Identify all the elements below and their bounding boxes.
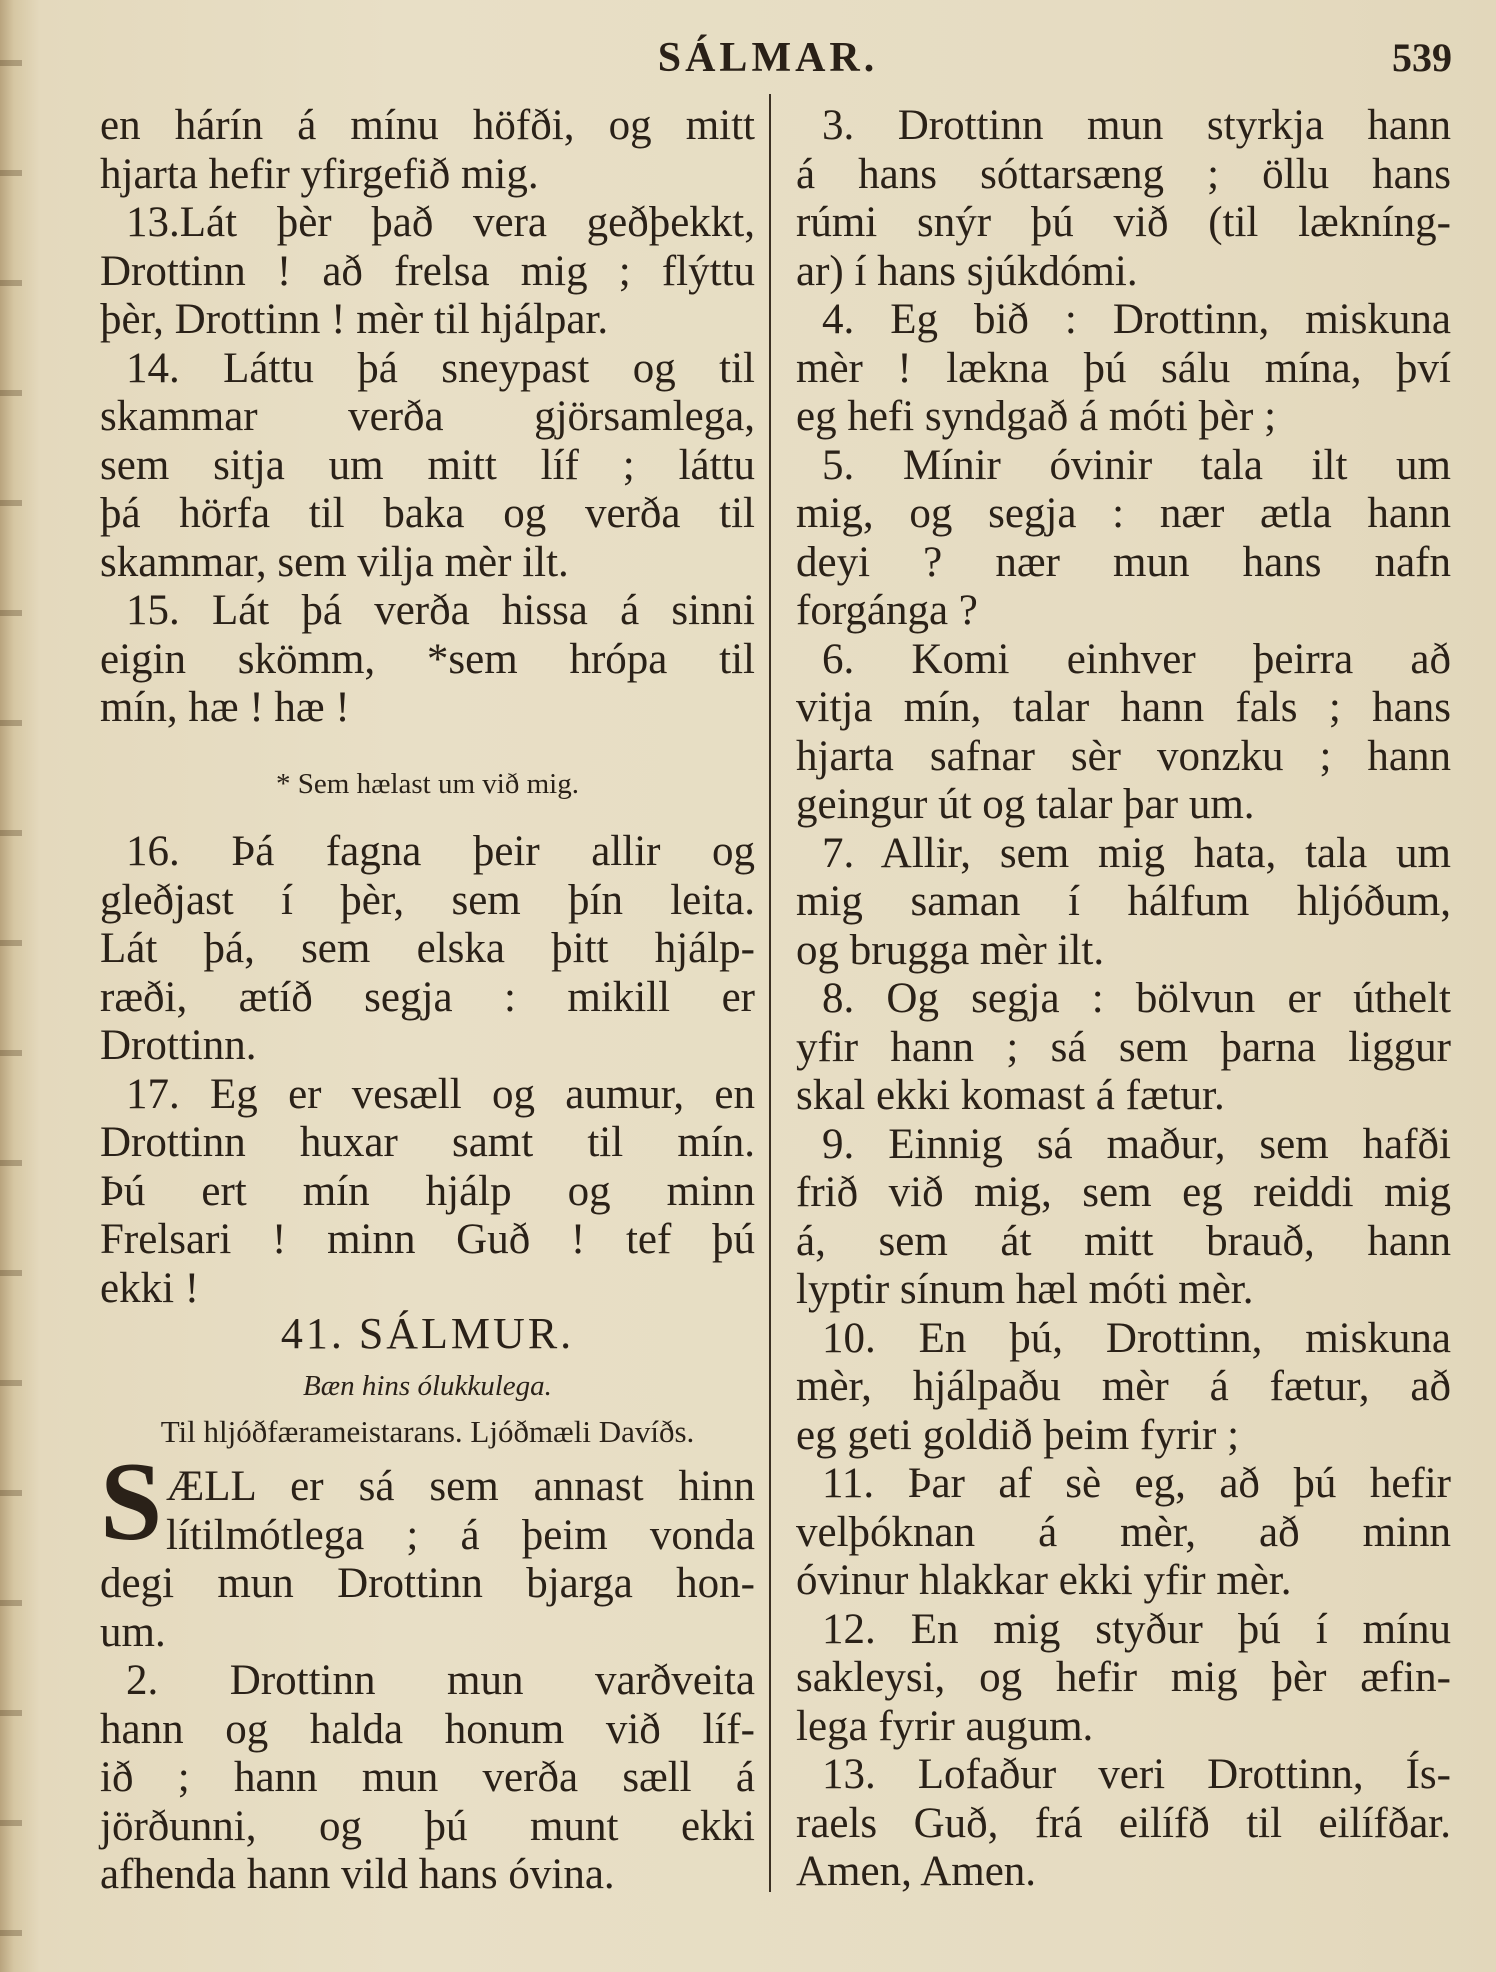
verse-paragraph xyxy=(796,830,1451,976)
text-line: 4. Eg bið : Drottinn, miskuna xyxy=(822,296,1451,343)
text-line: vitja mín, talar hann fals ; hans xyxy=(796,684,1451,731)
text-line: Þú ert mín hjálp og minn xyxy=(100,1167,755,1215)
text-line: velþóknan á mèr, að minn xyxy=(796,1508,1451,1556)
text-line: Drottinn. xyxy=(100,1022,257,1069)
text-line: en hárín á mínu höfði, og mitt xyxy=(100,102,755,149)
text-line: Frelsari ! minn Guð ! tef þú xyxy=(100,1216,755,1263)
verse-paragraph xyxy=(100,587,755,733)
verse-paragraph xyxy=(796,1606,1451,1752)
text-line: 12. En mig styður þú í mínu xyxy=(822,1605,1451,1653)
running-header-title: SÁLMAR. xyxy=(657,35,879,81)
text-line: gleðjast í þèr, sem þín leita. xyxy=(100,876,755,924)
left-column-section-a xyxy=(100,102,755,733)
text-line: deyi ? nær mun hans nafn xyxy=(796,538,1451,586)
text-line: á hans sóttarsæng ; öllu hans xyxy=(796,150,1451,198)
text-line: þá hörfa til baka og verða til xyxy=(100,490,755,537)
text-line: rúmi snýr þú við (til lækníng- xyxy=(796,199,1451,246)
psalm-heading: 41. SÁLMUR. xyxy=(280,1309,575,1358)
verse-paragraph xyxy=(796,636,1451,830)
text-line: Lát þá, sem elska þitt hjálp- xyxy=(100,925,755,972)
text-line: 5. Mínir óvinir tala ilt um xyxy=(822,441,1451,489)
text-line: eg geti goldið þeim fyrir ; xyxy=(796,1411,1240,1459)
text-line: eg hefi syndgað á móti þèr ; xyxy=(796,393,1277,440)
book-binding-edge xyxy=(0,0,22,1972)
text-line: 13.Lát þèr það vera geðþekkt, xyxy=(126,199,755,246)
text-line: 6. Komi einhver þeirra að xyxy=(822,635,1451,683)
text-line: sem sitja um mitt líf ; láttu xyxy=(100,441,755,489)
text-line: ÆLL er sá sem annast hinn xyxy=(166,1463,755,1510)
text-line: 9. Einnig sá maður, sem hafði xyxy=(822,1120,1451,1168)
text-line: lega fyrir augum. xyxy=(796,1702,1094,1750)
text-line: 8. Og segja : bölvun er úthelt xyxy=(822,975,1451,1022)
verse-paragraph xyxy=(796,975,1451,1121)
left-column-section-c xyxy=(100,1463,755,1900)
verse-paragraph xyxy=(796,1460,1451,1606)
verse-paragraph xyxy=(796,442,1451,636)
text-line: skammar verða gjörsamlega, xyxy=(100,393,755,440)
verse-paragraph xyxy=(796,1315,1451,1461)
text-line: mig saman í hálfum hljóðum, xyxy=(796,878,1451,925)
right-column xyxy=(796,102,1451,1897)
psalm-superscription: Til hljóðfærameistarans. Ljóðmæli Davíðs. xyxy=(160,1414,695,1449)
text-line: lyptir sínum hæl móti mèr. xyxy=(796,1266,1254,1313)
verse-paragraph xyxy=(100,345,755,588)
text-line: og brugga mèr ilt. xyxy=(796,926,1105,974)
column-divider xyxy=(769,94,771,1892)
psalm-subtitle: Bæn hins ólukkulega. xyxy=(303,1370,552,1402)
verse-paragraph xyxy=(796,1751,1451,1897)
text-line: 11. Þar af sè eg, að þú hefir xyxy=(822,1460,1451,1507)
text-line: 3. Drottinn mun styrkja hann xyxy=(822,102,1451,149)
text-line: mèr, hjálpaðu mèr á fætur, að xyxy=(796,1363,1451,1410)
verse-paragraph xyxy=(796,102,1451,296)
text-line: Drottinn ! að frelsa mig ; flýttu xyxy=(100,247,755,295)
text-line: 10. En þú, Drottinn, miskuna xyxy=(822,1314,1451,1362)
drop-cap: S xyxy=(100,1440,163,1564)
text-line: eigin skömm, *sem hrópa til xyxy=(100,635,755,683)
text-line: 14. Láttu þá sneypast og til xyxy=(126,344,755,392)
verse-paragraph xyxy=(100,102,755,199)
text-line: 7. Allir, sem mig hata, tala um xyxy=(822,829,1451,877)
text-line: sakleysi, og hefir mig þèr æfin- xyxy=(796,1654,1451,1701)
text-line: óvinur hlakkar ekki yfir mèr. xyxy=(796,1557,1292,1604)
text-line: þèr, Drottinn ! mèr til hjálpar. xyxy=(100,296,609,343)
text-line: jörðunni, og þú munt ekki xyxy=(100,1802,755,1850)
text-line: 2. Drottinn mun varðveita xyxy=(126,1657,755,1704)
verse-paragraph xyxy=(100,828,755,1071)
text-line: ræði, ætíð segja : mikill er xyxy=(100,973,755,1021)
footnote: * Sem hælast um við mig. xyxy=(276,768,579,800)
verse-paragraph xyxy=(796,1121,1451,1315)
text-line: ið ; hann mun verða sæll á xyxy=(100,1754,755,1801)
text-line: degi mun Drottinn bjarga hon- xyxy=(100,1560,755,1607)
verse-paragraph xyxy=(796,296,1451,442)
text-line: hjarta hefir yfirgefið mig. xyxy=(100,150,539,198)
text-line: mèr ! lækna þú sálu mína, því xyxy=(796,344,1451,392)
text-line: raels Guð, frá eilífð til eilífðar. xyxy=(796,1799,1451,1847)
left-column-section-b xyxy=(100,828,755,1313)
text-line: 16. Þá fagna þeir allir og xyxy=(126,828,755,875)
text-line: 13. Lofaður veri Drottinn, Ís- xyxy=(822,1751,1451,1798)
text-line: Drottinn huxar samt til mín. xyxy=(100,1119,755,1166)
text-line: 17. Eg er vesæll og aumur, en xyxy=(126,1070,755,1118)
text-line: geingur út og talar þar um. xyxy=(796,781,1255,828)
text-line: skammar, sem vilja mèr ilt. xyxy=(100,538,569,586)
verse-paragraph xyxy=(100,1657,755,1900)
verse-paragraph xyxy=(100,1071,755,1314)
text-line: skal ekki komast á fætur. xyxy=(796,1072,1225,1119)
page-number: 539 xyxy=(1392,35,1452,80)
text-line: hjarta safnar sèr vonzku ; hann xyxy=(796,732,1451,780)
text-line: lítilmótlega ; á þeim vonda xyxy=(166,1511,755,1559)
text-line: 15. Lát þá verða hissa á sinni xyxy=(126,587,755,634)
verse-paragraph xyxy=(100,1463,755,1657)
text-line: mín, hæ ! hæ ! xyxy=(100,684,350,731)
text-line: á, sem át mitt brauð, hann xyxy=(796,1217,1451,1265)
verse-paragraph xyxy=(100,199,755,345)
text-line: mig, og segja : nær ætla hann xyxy=(796,490,1451,537)
text-line: frið við mig, sem eg reiddi mig xyxy=(796,1169,1451,1216)
text-line: forgánga ? xyxy=(796,587,978,634)
text-line: afhenda hann vild hans óvina. xyxy=(100,1851,615,1898)
text-line: Amen, Amen. xyxy=(796,1848,1037,1895)
text-line: ekki ! xyxy=(100,1264,200,1312)
text-line: hann og halda honum við líf- xyxy=(100,1705,755,1753)
text-line: um. xyxy=(100,1608,166,1656)
text-line: yfir hann ; sá sem þarna liggur xyxy=(796,1023,1451,1071)
text-line: ar) í hans sjúkdómi. xyxy=(796,247,1138,295)
